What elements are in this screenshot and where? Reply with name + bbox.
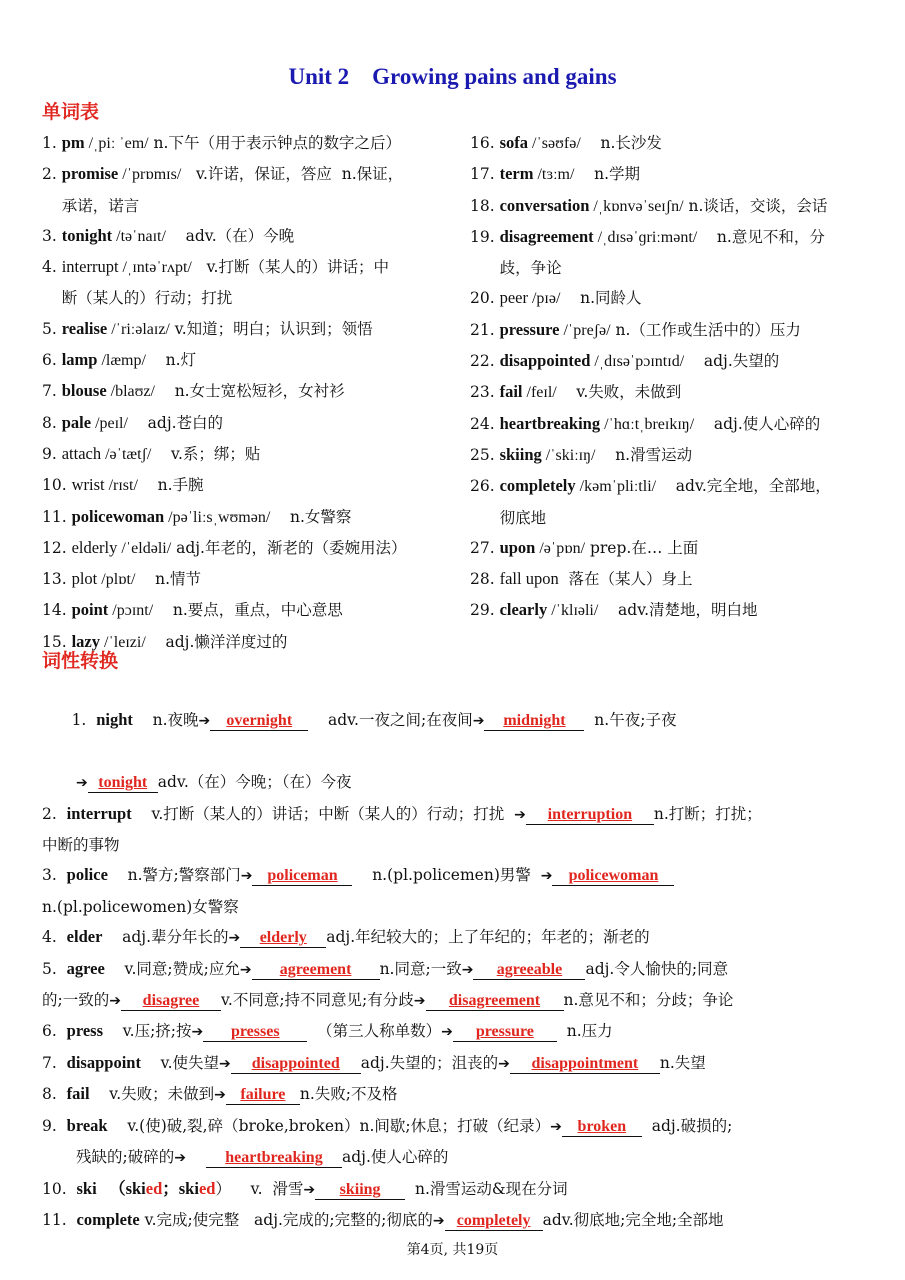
- answer-text: disappointed: [251, 1054, 340, 1072]
- answer-text: disagreement: [448, 992, 541, 1010]
- wordform-heading: 词性转换: [42, 650, 119, 672]
- base-word: disappoint: [66, 1052, 141, 1072]
- answer-text: broken: [577, 1117, 627, 1135]
- answer-blank: [484, 711, 584, 731]
- wordform-line: 4. elder adj.辈分年长的➔ elderly adj.年纪较大的；上了年纪的；年老的；渐老的: [42, 927, 650, 947]
- answer-blank: [240, 928, 326, 948]
- base-word: elder: [66, 927, 103, 947]
- vocab-item: 2. promise /ˈprɒmɪs/ v.许诺，保证，答应 n.保证， 承诺，诺言: [42, 159, 457, 221]
- base-word: break: [66, 1115, 108, 1135]
- answer-text: skiing: [339, 1180, 381, 1198]
- definition-continued: 断（某人的）行动；打扰: [61, 289, 233, 308]
- definition-continued: 承诺，诺言: [61, 196, 140, 215]
- vocab-word: pm: [61, 133, 85, 152]
- answer-blank: [252, 960, 380, 980]
- base-word: agree: [66, 958, 105, 978]
- definition: adv.完全地，全部地，: [656, 477, 831, 496]
- phonetic: /læmp/: [97, 352, 146, 370]
- vocab-item: 24. heartbreaking /ˈhɑːtˌbreɪkɪŋ/ adj.使人心碎的: [470, 413, 821, 433]
- arrow-icon: ➔: [461, 961, 474, 978]
- answer-text: heartbreaking: [225, 1149, 323, 1167]
- vocab-word: disagreement: [499, 226, 594, 246]
- phonetic: /pɔɪnt/: [108, 602, 154, 620]
- base-word: press: [66, 1021, 104, 1041]
- phonetic: /ˌdɪsəˈɡriːmənt/: [593, 228, 698, 246]
- definition: n.谈话，交谈，会话: [683, 196, 828, 215]
- wordform-line: ➔ tonight adv.（在）今晚；（在）今夜: [76, 773, 352, 792]
- base-word: police: [66, 865, 108, 885]
- answer-text: policewoman: [568, 867, 659, 885]
- phonetic: /ˈklɪəli/: [547, 602, 599, 620]
- definition: adj.失望的: [684, 352, 780, 371]
- phonetic: /ˌpiː ˈem/: [84, 135, 149, 152]
- answer-blank: [226, 1085, 300, 1105]
- vocab-item: 28. fall upon 落在（某人）身上: [470, 569, 693, 589]
- phonetic: /ˌkɒnvəˈseɪʃn/: [589, 197, 684, 215]
- answer-blank: [562, 1117, 642, 1137]
- arrow-icon: ➔: [109, 993, 121, 1010]
- base-word: ski: [76, 1178, 97, 1198]
- arrow-icon: ➔: [198, 713, 211, 730]
- definition: adv.清楚地，明白地: [598, 601, 758, 620]
- vocab-word: attach: [61, 443, 102, 463]
- phonetic: /plɒt/: [97, 571, 136, 589]
- arrow-icon: ➔: [303, 1181, 316, 1198]
- vocab-word: realise: [61, 318, 108, 338]
- vocab-item: 7. blouse /blaʊz/ n.女士宽松短衫，女衬衫: [42, 381, 345, 401]
- arrow-icon: ➔: [413, 993, 426, 1010]
- arrow-icon: ➔: [498, 1055, 510, 1072]
- page-number: 第4页, 共19页: [406, 1242, 499, 1258]
- vocab-word: wrist: [71, 475, 105, 495]
- vocab-item: 9. attach /əˈtætʃ/ v.系；绑；贴: [42, 443, 261, 463]
- arrow-icon: ➔: [550, 1118, 562, 1135]
- answer-text: completely: [456, 1211, 531, 1229]
- answer-text: disagree: [142, 992, 200, 1010]
- arrow-icon: ➔: [472, 713, 485, 730]
- answer-text: failure: [240, 1086, 286, 1104]
- wordform-line: 的;一致的➔ disagree v.不同意;持不同意见;有分歧➔ disagreement n.意见不和；分歧；争论: [42, 991, 734, 1010]
- wordform-line: 8. fail v.失败；未做到➔ failure n.失败;不及格: [42, 1084, 398, 1104]
- definition: n.灯: [145, 351, 197, 370]
- phonetic: /ˌdɪsəˈpɔɪntɪd/: [590, 353, 685, 371]
- vocab-word: conversation: [499, 195, 590, 215]
- vocab-item: 23. fail /feɪl/ v.失败，未做到: [470, 382, 682, 402]
- vocab-item: 14. point /pɔɪnt/ n.要点，重点，中心意思: [42, 600, 343, 620]
- phonetic: /ˈskiːɪŋ/: [541, 446, 596, 464]
- base-word: night: [96, 710, 133, 730]
- answer-text: agreement: [279, 960, 352, 978]
- answer-blank: [526, 805, 654, 825]
- definition: n.下午（用于表示钟点的数字之后）: [148, 134, 401, 152]
- vocab-heading: 单词表: [42, 101, 100, 123]
- answer-blank: [88, 773, 158, 793]
- definition: adj.年老的，渐老的（委婉用法）: [171, 538, 407, 557]
- definition: adj.苍白的: [127, 413, 224, 432]
- definition: n.（工作或生活中的）压力: [610, 320, 801, 339]
- answer-blank: [121, 991, 221, 1011]
- vocab-item: 3. tonight /təˈnaɪt/ adv.（在）今晚: [42, 225, 295, 245]
- wordform-list: [42, 675, 872, 1236]
- definition: v.许诺，保证，答应 n.保证，: [181, 165, 404, 184]
- vocab-word: completely: [499, 476, 576, 496]
- phonetic: /peɪl/: [91, 414, 128, 432]
- phonetic: /ˈeldəli/: [117, 539, 172, 557]
- base-word: complete: [76, 1209, 140, 1229]
- phonetic: /rɪst/: [104, 477, 138, 495]
- wordform-line: 10. ski （skied；skied） v. 滑雪➔ skiing n.滑雪运动&现在分词: [42, 1178, 568, 1198]
- answer-blank: [210, 711, 308, 731]
- arrow-icon: ➔: [240, 868, 253, 885]
- definition-continued: 歧，争论: [499, 259, 562, 278]
- answer-blank: [473, 960, 585, 980]
- answer-text: policeman: [267, 867, 338, 885]
- wordform-line: 2. interrupt v.打断（某人的）讲话；中断（某人的）行动；打扰 ➔ interruption n.打断；打扰；: [42, 803, 762, 823]
- definition: v.打断（某人的）讲话；中: [191, 258, 389, 277]
- vocab-word: pale: [61, 412, 92, 432]
- answer-blank: [252, 866, 352, 886]
- vocab-item: 27. upon /əˈpɒn/ prep.在… 上面: [470, 537, 699, 557]
- phonetic: /ˈpreʃə/: [559, 321, 611, 339]
- vocab-item: 16. sofa /ˈsəʊfə/ n.长沙发: [470, 133, 662, 152]
- arrow-icon: ➔: [219, 1055, 231, 1072]
- answer-blank: [203, 1022, 307, 1042]
- vocab-item: 8. pale /peɪl/ adj.苍白的: [42, 412, 224, 432]
- vocab-item: 19. disagreement /ˌdɪsəˈɡriːmənt/ n.意见不和，分 歧，争论: [470, 222, 870, 284]
- vocab-word: lamp: [61, 350, 98, 370]
- wordform-line: n.(pl.policewomen)女警察: [42, 897, 239, 916]
- answer-text: tonight: [98, 774, 148, 792]
- vocab-word: skiing: [499, 444, 542, 464]
- arrow-icon: ➔: [432, 1212, 445, 1229]
- wordform-line: 残缺的;破碎的➔ heartbreaking adj.使人心碎的: [76, 1148, 449, 1167]
- vocab-item: 5. realise /ˈriːəlaɪz/ v.知道；明白；认识到；领悟: [42, 318, 373, 338]
- vocab-word: point: [71, 600, 109, 620]
- answer-text: elderly: [259, 929, 307, 947]
- arrow-icon: ➔: [214, 1087, 226, 1104]
- vocab-item: 6. lamp /læmp/ n.灯: [42, 350, 197, 370]
- vocab-item: 12. elderly /ˈeldəli/ adj.年老的，渐老的（委婉用法）: [42, 537, 407, 557]
- phonetic: /ˈleɪzi/: [100, 633, 146, 651]
- vocab-item: 20. peer /pɪə/ n.同龄人: [470, 288, 642, 308]
- wordform-line: 7. disappoint v.使失望➔ disappointed adj.失望的；沮丧的➔ disappointment n.失望: [42, 1052, 706, 1072]
- vocab-word: pressure: [499, 319, 560, 339]
- answer-blank: [206, 1148, 342, 1168]
- answer-blank: [445, 1211, 543, 1231]
- answer-blank: [426, 991, 564, 1011]
- phonetic: /ˈsəʊfə/: [528, 135, 581, 152]
- vocab-item: 29. clearly /ˈklɪəli/ adv.清楚地，明白地: [470, 600, 758, 620]
- definition: prep.在… 上面: [585, 538, 699, 557]
- vocab-item: 13. plot /plɒt/ n.情节: [42, 569, 202, 589]
- answer-text: overnight: [226, 712, 293, 730]
- vocab-item: 18. conversation /ˌkɒnvəˈseɪʃn/ n.谈话，交谈，会话: [470, 195, 828, 215]
- phonetic: /əˈpɒn/: [535, 539, 586, 557]
- definition: adj.使人心碎的: [694, 414, 821, 433]
- definition: n.手腕: [137, 476, 204, 495]
- vocab-word: fall upon: [499, 569, 559, 589]
- answer-blank: [315, 1180, 405, 1200]
- answer-blank: [231, 1054, 361, 1074]
- vocab-item: 17. term /tɜːm/ n.学期: [470, 164, 641, 184]
- vocab-word: clearly: [499, 600, 548, 620]
- vocab-word: lazy: [71, 631, 100, 651]
- vocab-word: disappointed: [499, 351, 591, 371]
- vocab-word: plot: [71, 569, 98, 589]
- vocab-word: policewoman: [71, 506, 165, 526]
- vocab-column-left: [42, 128, 457, 658]
- wordform-line: 11. complete v.完成;使完整 adj.完成的;完整的;彻底的➔ completely adv.彻底地;完全地;全部地: [42, 1209, 724, 1229]
- answer-text: midnight: [503, 712, 566, 730]
- vocab-column-right: [470, 128, 870, 627]
- phonetic: /ˈhɑːtˌbreɪkɪŋ/: [600, 415, 695, 433]
- phonetic: /tɜːm/: [533, 166, 575, 184]
- phonetic: /əˈtætʃ/: [101, 445, 152, 463]
- wordform-line: 中断的事物: [42, 836, 120, 855]
- answer-text: agreeable: [496, 960, 563, 978]
- definition-continued: 彻底地: [499, 508, 547, 527]
- answer-text: interruption: [547, 805, 633, 823]
- vocab-item: 11. policewoman /pəˈliːsˌwʊmən/ n.女警察: [42, 506, 352, 526]
- phonetic: /blaʊz/: [106, 383, 155, 401]
- phonetic: /pəˈliːsˌwʊmən/: [164, 508, 271, 526]
- phonetic: /ˈriːəlaɪz/: [107, 320, 170, 338]
- definition: adv.（在）今晚: [165, 226, 295, 245]
- definition: n.长沙发: [580, 134, 662, 152]
- vocab-item: 1. pm /ˌpiː ˈem/ n.下午（用于表示钟点的数字之后）: [42, 133, 401, 152]
- base-word: fail: [66, 1084, 90, 1104]
- wordform-line: 5. agree v.同意;赞成;应允➔ agreement n.同意;一致➔ agreeable adj.令人愉快的;同意: [42, 958, 729, 978]
- vocab-word: upon: [499, 537, 536, 557]
- vocab-word: tonight: [61, 225, 113, 245]
- definition: v.知道；明白；认识到；领悟: [169, 319, 373, 338]
- arrow-icon: ➔: [441, 1024, 453, 1041]
- arrow-icon: ➔: [540, 868, 553, 885]
- base-word: interrupt: [66, 803, 132, 823]
- definition: adj.懒洋洋度过的: [145, 632, 288, 651]
- unit-title: Unit 2 Growing pains and gains: [288, 64, 617, 89]
- vocab-word: blouse: [61, 381, 107, 401]
- definition: n.滑雪运动: [595, 445, 693, 464]
- phonetic: /ˌɪntəˈrʌpt/: [118, 259, 192, 277]
- answer-blank: [510, 1054, 660, 1074]
- wordform-line: 6. press v.压;挤;按➔ presses （第三人称单数）➔ pressure n.压力: [42, 1021, 613, 1041]
- vocab-word: promise: [61, 164, 119, 184]
- vocab-word: peer: [499, 288, 528, 308]
- vocab-item: 25. skiing /ˈskiːɪŋ/ n.滑雪运动: [470, 444, 693, 464]
- arrow-icon: ➔: [239, 961, 252, 978]
- vocab-item: 26. completely /kəmˈpliːtli/ adv.完全地，全部地， 彻底地: [470, 471, 870, 533]
- definition: v.系；绑；贴: [151, 444, 261, 463]
- answer-blank: [453, 1022, 557, 1042]
- vocab-word: sofa: [499, 133, 528, 152]
- wordform-line: 3. police n.警方;警察部门➔ policeman n.(pl.policemen)男警 ➔ policewoman: [42, 860, 872, 891]
- phonetic: /feɪl/: [522, 384, 557, 402]
- arrow-icon: ➔: [76, 775, 88, 792]
- vocab-word: fail: [499, 382, 523, 402]
- vocab-word: term: [499, 164, 534, 184]
- vocab-item: 10. wrist /rɪst/ n.手腕: [42, 475, 204, 495]
- arrow-icon: ➔: [191, 1024, 204, 1041]
- vocab-word: heartbreaking: [499, 413, 601, 433]
- vocab-item: 15. lazy /ˈleɪzi/ adj.懒洋洋度过的: [42, 631, 288, 651]
- definition: n.要点，重点，中心意思: [153, 601, 343, 620]
- arrow-icon: ➔: [514, 806, 526, 823]
- vocab-word: elderly: [71, 537, 118, 557]
- answer-text: presses: [230, 1023, 280, 1041]
- definition: v.失败，未做到: [556, 383, 682, 402]
- vocab-item: 4. interrupt /ˌɪntəˈrʌpt/ v.打断（某人的）讲话；中 断（某人的）行动；打扰: [42, 252, 457, 314]
- vocab-item: 21. pressure /ˈpreʃə/ n.（工作或生活中的）压力: [470, 319, 801, 339]
- answer-text: pressure: [475, 1023, 534, 1041]
- answer-text: disappointment: [531, 1054, 639, 1072]
- wordform-line: 9. break v.(使)破,裂,碎（broke,broken）n.间歇;休息；打破（纪录）➔ broken adj.破损的;: [42, 1115, 733, 1135]
- phonetic: /ˈprɒmɪs/: [118, 166, 182, 184]
- definition: n.女警察: [270, 507, 352, 526]
- definition: n.意见不和，分: [697, 227, 825, 246]
- vocab-item: 22. disappointed /ˌdɪsəˈpɔɪntɪd/ adj.失望的: [470, 351, 780, 371]
- phonetic: /pɪə/: [527, 290, 561, 308]
- phonetic: /təˈnaɪt/: [112, 227, 166, 245]
- definition: n.同龄人: [560, 289, 642, 308]
- phonetic: /kəmˈpliːtli/: [575, 478, 657, 496]
- definition: n.女士宽松短衫，女衬衫: [154, 382, 345, 401]
- definition: n.情节: [135, 570, 202, 589]
- answer-blank: [552, 866, 674, 886]
- vocab-word: interrupt: [61, 257, 119, 277]
- definition: 落在（某人）身上: [558, 570, 693, 589]
- arrow-icon: ➔: [174, 1150, 186, 1167]
- arrow-icon: ➔: [228, 930, 241, 947]
- definition: n.学期: [574, 165, 641, 184]
- wordform-line: 1. night n.夜晚➔ overnight adv.一夜之间;在夜间➔ midnight n.午夜;子夜: [71, 710, 677, 730]
